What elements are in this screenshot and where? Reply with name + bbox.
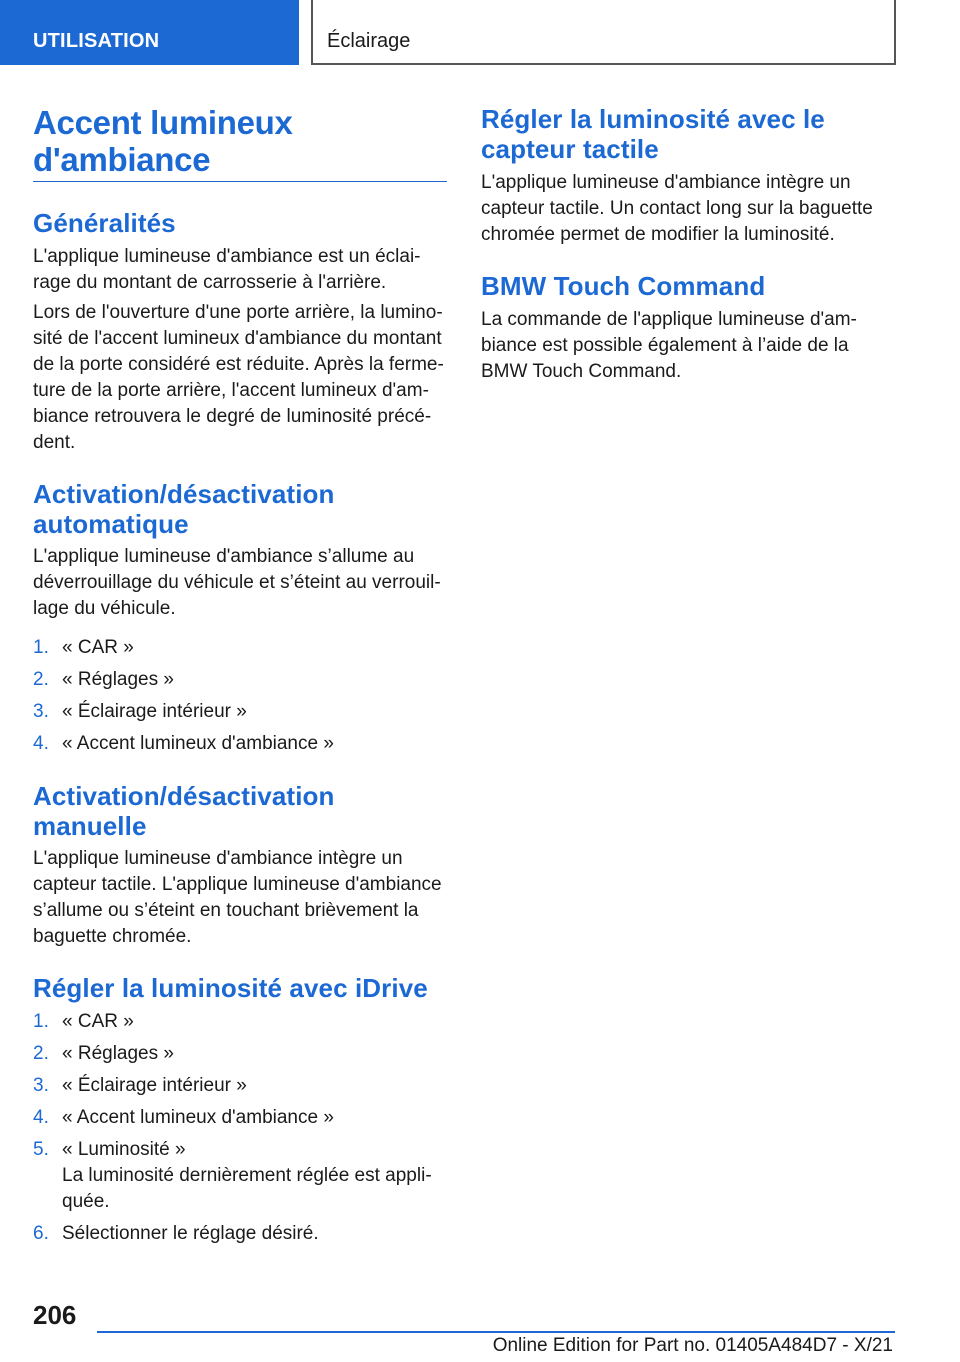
paragraph-generalites-1: L'applique lumineuse d'ambiance est un éclairage du montant de carrosserie à l'arrière. [33, 246, 421, 293]
heading-touch-sensor [481, 104, 901, 164]
paragraph-activation-auto: L'applique lumineuse d'ambiance s’allume au déverrouillage du véhicule et s’éteint au verrouillage du véhicule. [33, 546, 441, 619]
list-item [33, 731, 448, 757]
heading-activation-manual-line1: Activation/désactivation [33, 781, 335, 811]
page-number: 206 [33, 1300, 77, 1330]
step-number: 6. [33, 1223, 49, 1244]
steps-auto [33, 635, 448, 763]
heading-idrive: Régler la luminosité avec iDrive [33, 973, 428, 1003]
step-text: « Réglages » [62, 1043, 174, 1064]
step-number: 2. [33, 669, 49, 690]
list-item [33, 635, 448, 661]
heading-activation-manual-line2: manuelle [33, 811, 147, 841]
step-text: « CAR » [62, 1011, 134, 1032]
steps-idrive [33, 1009, 448, 1253]
step-text: « Éclairage intérieur » [62, 1075, 247, 1096]
chapter-title: Éclairage [311, 0, 896, 65]
step-subtext: La luminosité dernièrement réglée est appliquée. [62, 1165, 432, 1212]
heading-activation-auto-line1: Activation/désactivation [33, 479, 335, 509]
step-number: 4. [33, 1107, 49, 1128]
footer-divider [97, 1331, 895, 1333]
paragraph-activation-manual: L'applique lumineuse d'ambiance intègre un capteur tactile. L'applique lumineuse d'ambiance s’allume ou s’éteint en touchant brièvement la baguette chromée. [33, 848, 442, 947]
list-item [33, 1221, 448, 1247]
heading-activation-auto-line2: automatique [33, 509, 189, 539]
step-text: « CAR » [62, 637, 134, 658]
page-title-line2: d'ambiance [33, 141, 211, 178]
step-number: 2. [33, 1043, 49, 1064]
list-item [33, 699, 448, 725]
list-item [33, 1041, 448, 1067]
paragraph-bmw-touch-command: La commande de l'applique lumineuse d'ambiance est possible également à l’aide de la BMW Touch Command. [481, 309, 857, 382]
step-number: 1. [33, 637, 49, 658]
edition-note: Online Edition for Part no. 01405A484D7 - X/21 [492, 1335, 893, 1356]
step-text: « Accent lumineux d'ambiance » [62, 733, 334, 754]
step-number: 3. [33, 701, 49, 722]
list-item [33, 1009, 448, 1035]
heading-bmw-touch-command: BMW Touch Command [481, 271, 766, 301]
step-text: « Accent lumineux d'ambiance » [62, 1107, 334, 1128]
step-number: 4. [33, 733, 49, 754]
list-item [33, 1105, 448, 1131]
step-text: « Réglages » [62, 669, 174, 690]
page-title [33, 104, 448, 178]
step-text: Sélectionner le réglage désiré. [62, 1223, 319, 1244]
step-number: 3. [33, 1075, 49, 1096]
heading-generalites: Généralités [33, 208, 176, 238]
list-item [33, 1137, 448, 1215]
step-text: « Éclairage intérieur » [62, 701, 247, 722]
step-number: 1. [33, 1011, 49, 1032]
heading-activation-manual [33, 781, 448, 841]
heading-touch-sensor-line2: capteur tactile [481, 134, 659, 164]
step-text: « Luminosité » [62, 1139, 186, 1160]
paragraph-touch-sensor: L'applique lumineuse d'ambiance intègre un capteur tactile. Un contact long sur la baguette chromée permet de modifier la luminosité. [481, 172, 873, 245]
step-number: 5. [33, 1139, 49, 1160]
page-title-line1: Accent lumineux [33, 104, 293, 141]
list-item [33, 667, 448, 693]
paragraph-generalites-2: Lors de l'ouverture d'une porte arrière, la luminosité de l'accent lumineux d'ambiance du montant de la porte considéré est réduite. Après la fermeture de la porte arrière, l'accent lumineux d'ambiance retrouvera le degré de luminosité précédent. [33, 302, 444, 453]
title-divider [33, 181, 447, 182]
list-item [33, 1073, 448, 1099]
heading-touch-sensor-line1: Régler la luminosité avec le [481, 104, 825, 134]
section-tab: UTILISATION [0, 0, 299, 65]
heading-activation-auto [33, 479, 448, 539]
